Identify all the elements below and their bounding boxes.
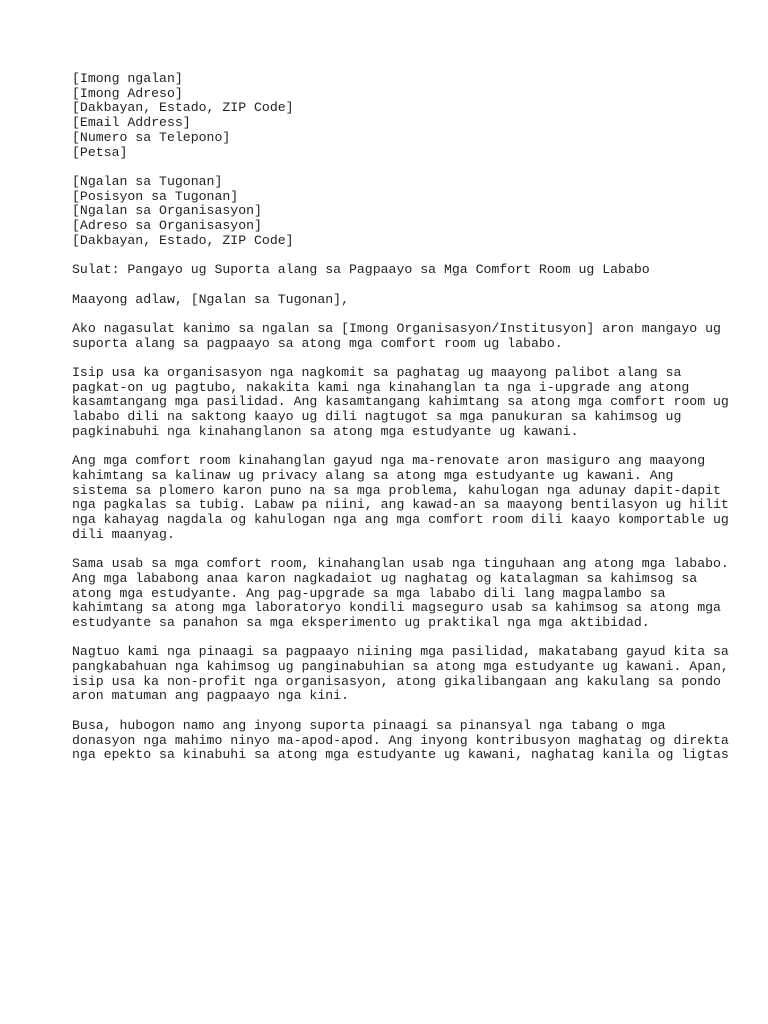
paragraph-line: nga epekto sa kinabuhi sa atong mga estudyante ug kawani, naghatag kanila og ligtas bbox=[72, 747, 729, 763]
salutation-text: Maayong adlaw, [Ngalan sa Tugonan], bbox=[72, 291, 349, 307]
sender-phone: [Numero sa Telepono] bbox=[72, 129, 231, 145]
paragraph-line: Busa, hubogon namo ang inyong suporta pinaagi sa pinansyal nga tabang o mga bbox=[72, 717, 666, 733]
sender-address: [Imong Adreso] bbox=[72, 85, 183, 101]
paragraph-organization bbox=[72, 364, 729, 440]
sender-name: [Imong ngalan] bbox=[72, 71, 183, 86]
paragraph-line: Sama usab sa mga comfort room, kinahanglan usab nga tinguhaan ang atong mga lababo. bbox=[72, 556, 729, 572]
salutation bbox=[72, 293, 712, 308]
paragraph-line: isip usa ka non-profit nga organisasyon, atong gikalibangaan ang kakulang sa pondo bbox=[72, 673, 721, 689]
recipient-org-address: [Adreso sa Organisasyon] bbox=[72, 218, 262, 234]
paragraph-intro bbox=[72, 320, 721, 351]
paragraph-funding bbox=[72, 644, 729, 704]
recipient-city-state-zip: [Dakbayan, Estado, ZIP Code] bbox=[72, 232, 294, 248]
sender-date: [Petsa] bbox=[72, 144, 128, 160]
recipient-name: [Ngalan sa Tugonan] bbox=[72, 173, 223, 189]
paragraph-line: pangkabahuan nga kahimsog ug panginabuhian sa atong mga estudyante ug kawani. Apan, bbox=[72, 659, 729, 674]
paragraph-line: Ang mga comfort room kinahanglan gayud nga ma-renovate aron masiguro ang maayong bbox=[72, 453, 706, 469]
paragraph-line: estudyante sa panahon sa mga eksperimento ug praktikal nga mga aktibidad. bbox=[72, 614, 650, 630]
paragraph-line: aron matuman ang pagpaayo nga kini. bbox=[72, 688, 349, 704]
subject-text: Sulat: Pangayo ug Suporta alang sa Pagpaayo sa Mga Comfort Room ug Lababo bbox=[72, 262, 650, 278]
recipient-address-block bbox=[72, 175, 712, 249]
paragraph-line: dili maanyag. bbox=[72, 526, 175, 542]
paragraph-line: donasyon nga mahimo ninyo ma-apod-apod. Ang inyong kontribusyon maghatag og direkta bbox=[72, 732, 729, 748]
paragraph-line: kahimtang sa atong mga laboratoryo kondili magseguro usab sa kahimsog sa atong mga bbox=[72, 600, 721, 616]
sender-city-state-zip: [Dakbayan, Estado, ZIP Code] bbox=[72, 100, 294, 116]
paragraph-line: suporta alang sa pagpaayo sa atong mga comfort room ug lababo. bbox=[72, 335, 563, 351]
paragraph-line: Ang mga lababong anaa karon nagkadaiot ug naghatag og katalagman sa kahimsog sa bbox=[72, 570, 698, 586]
paragraph-line: kasamtangang mga pasilidad. Ang kasamtangang kahimtang sa atong mga comfort room ug bbox=[72, 394, 729, 410]
paragraph-line: sistema sa plomero karon puno na sa mga problema, kahulogan nga adunay dapit-dapit bbox=[72, 482, 721, 498]
paragraph-request bbox=[72, 717, 729, 763]
paragraph-line: pagkat-on ug pagtubo, nakakita kami nga kinahanglan ta nga i-upgrade ang atong bbox=[72, 379, 690, 395]
paragraph-line: nga kahayag nagdala og kahulogan nga ang mga comfort room dili kaayo komportable ug bbox=[72, 512, 729, 527]
paragraph-line: Isip usa ka organisasyon nga nagkomit sa paghatag ug maayong palibot alang sa bbox=[72, 364, 682, 380]
paragraph-line: Nagtuo kami nga pinaagi sa pagpaayo niining mga pasilidad, makatabang gayud kita sa bbox=[72, 644, 729, 660]
sender-address-block bbox=[72, 72, 712, 160]
recipient-position: [Posisyon sa Tugonan] bbox=[72, 188, 239, 204]
sender-email: [Email Address] bbox=[72, 115, 191, 131]
paragraph-line: pagkinabuhi nga kinahanglanon sa atong mga estudyante ug kawani. bbox=[72, 423, 579, 439]
subject-line bbox=[72, 263, 712, 278]
paragraph-line: atong mga estudyante. Ang pag-upgrade sa mga lababo dili lang magpalambo sa bbox=[72, 585, 666, 601]
paragraph-line: kahimtang sa kalinaw ug privacy alang sa atong mga estudyante ug kawani. Ang bbox=[72, 467, 674, 483]
paragraph-line: nga pagkalas sa tubig. Labaw pa niini, ang kawad-an sa maayong bentilasyon ug hilit bbox=[72, 497, 729, 513]
paragraph-sinks bbox=[72, 556, 729, 631]
recipient-organization: [Ngalan sa Organisasyon] bbox=[72, 203, 262, 219]
letter-document bbox=[72, 71, 729, 778]
paragraph-comfort-rooms bbox=[72, 453, 729, 542]
paragraph-line: lababo dili na saktong kaayo ug dili nagtugot sa mga panukuran sa kahimsog ug bbox=[72, 409, 682, 425]
paragraph-line: Ako nagasulat kanimo sa ngalan sa [Imong Organisasyon/Institusyon] aron mangayo ug bbox=[72, 320, 721, 336]
